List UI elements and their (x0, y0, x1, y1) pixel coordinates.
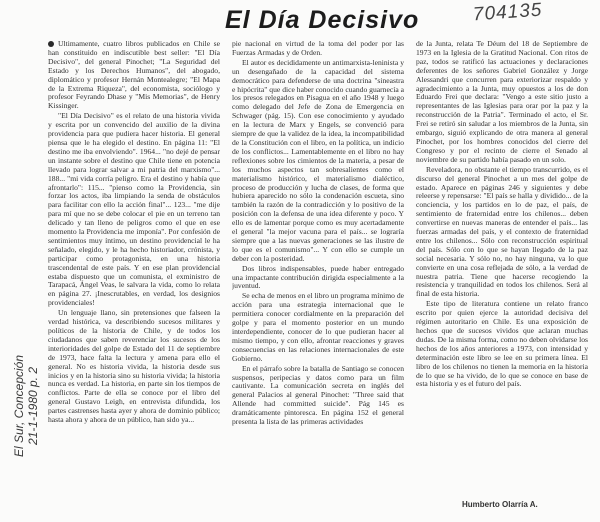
handwritten-reference-number: 704135 (472, 0, 544, 26)
article-title: El Día Decisivo (225, 6, 420, 34)
article-paragraph: En el párrafo sobre la batalla de Santiago se conocen suspensos, peripecias y datos como para un film cautivante. La comunicación secreta en inglés del general Palacios al general Pinochet: "Three said that Allende had committed suicide". Pág 145 es dramáticamente pintoresca. En página 152 el general presenta la lista de las primeras actividades (232, 363, 404, 427)
article-paragraph (48, 40, 220, 111)
source-note-line: El Sur, Concepción (12, 354, 26, 458)
article-paragraph: El autor es decididamente un antimarxista-leninista y un desengañado de la capacidad del sistema democrático para defenderse de una doctrina "sineastra e hipócrita" que dice haber conocido cuando guarnecía a los presos relegados en Pisagua en el año 1948 y luego como delegado del Jefe de Zona de Emergencia en Schwager (pág. 15). Con ese conocimiento y ayudado en la lectura de Marx y Engels, se convenció para siempre de que la validez de la idea, la incompatibilidad de la Constitución con el libro, en la política, un indicio de los conflictos... Lamentablemente en el libro no hay reflexiones sobre los cimientos de la materia, a pesar de los muchos aspectos tan sobresalientes como el materialismo histórico, el materialismo dialéctico, proceso de producción y lucha de clases, de forma que hubiera aparecido no sólo la condenación escueta, sino también la razón de la contradicción y lo positivo de la posición con la defensa de una idea diferente y poco. Y ello es de lamentar porque como es muy acertadamente el general "la mejor vacuna para el país... se lograría siempre que a las nuevas generaciones se las ilustre de lo que es el comunismo"... Y con ello se cumple un deber con la posteridad. (232, 57, 404, 263)
article-column-1 (48, 40, 220, 508)
article-column-2 (232, 40, 404, 508)
article-paragraph: Reveladora, no obstante el tiempo transcurrido, es el discurso del general Pinochet a un mes del golpe de estado. Aparece en páginas 246 y siguientes y debe releerse y repensarse: "El país se halla y dividido... de la conciencia, y los partidos en lo de paz, el país, de sentimiento de fraternidad entre los chilenos... deben convertirse en nuevas maneras de entender el país... las fuerzas armadas del país, y el contexto de fraternidad entre los chilenos... Sólo con reconstrucción espiritual del país. Sólo con lo que se hayan llegado de la paz social necesaria. Y sólo no, no hay ninguna, va lo que convierte en una cosa reflejada de sólo, a la verdad de nuestra patria. Tiene que hacerse recogiendo la resistencia y tranquilidad en todos los chilenos. Será al final de esta historia. (416, 164, 588, 299)
article-paragraph: Este tipo de literatura contiene un relato franco escrito por quien ejerce la autoridad decisiva del régimen autoritario en Chile. Es una exposición de hechos que de sucesos vividos que aclaran muchas dudas. De la misma forma, como no deben olvidarse los hechos de los años anteriores a 1973, con intensidad y determinación este libro se lee en su primera línea. El libro de los chilenos no tienen la memoria en la historia de lo que se ha vivido, de lo que se conoce en base de esta historia y es el futuro del país. (416, 299, 588, 389)
article-paragraph: Se echa de menos en el libro un programa mínimo de acción para una estrategia internacional que le permitiera conocer cordialmente en la preparación del golpe y para el momento posterior en un mundo interdependiente, conocer de lo que pudieran hacer al mismo tiempo, y con ello, afrontar reacciones y graves consecuencias en las relaciones internacionales de este Gobierno. (232, 291, 404, 363)
article-paragraph: pie nacional en virtud de la toma del poder por las Fuerzas Armadas y de Orden. (232, 40, 404, 57)
source-note-line: 21-1-1980 p. 2 (26, 366, 40, 446)
article-paragraph: Dos libros indispensables, puede haber entregado una impactante contribución dirigida especialmente a la juventud. (232, 263, 404, 291)
article-column-3 (416, 40, 588, 508)
bullet-icon (48, 41, 54, 47)
article-paragraph: de la Junta, relata Te Déum del 18 de Septiembre de 1973 en la Iglesia de la Gratitud Nacional. Con ritos de paz, todos se ratificó las actuaciones y declaraciones deferentes de los señores Gabriel González y Jorge Alessandri que concurren para exteriorizar respaldo y agradecimiento a la Junta, muy opuestos a los de don Eduardo Frei que declara: "Vengo a este sitio justo a representantes de las Iglesias para orar por la paz y la reconstrucción de la Patria". Terminado el acto, el Sr. Frei se retiró sin saludar a los miembros de la Junta, sin embargo, siguió explicando de otra manera al general Pinochet, por los hombres conocidos del cierre del Congreso y por el recinto de cierre el Senado al noviembre de su partido había pasado en un solo. (416, 40, 588, 164)
paragraph-text: Ultimamente, cuatro libros publicados en Chile se han constituido en indiscutible best seller: "El Día Decisivo", del general Pinochet; "La Seguridad del Estado y los Derechos Humanos", del abogado, diplomático y profesor Hernán Montealegre; "El Mapa de la Extrema Riqueza", del economista, sociólogo y profesor Feyrando Dhase y "Mis Memorias", de Henry Kissinger. (48, 40, 220, 111)
article-body (48, 40, 588, 508)
article-paragraph: "El Día Decisivo" es el relato de una historia vivida y escrita por un convencido del auxilio de la divina providencia para que pudiera hacer historia. El general piensa que le ha elegido el destino. En página 11: "El destino me iba envolviendo". 1964... "no dejé de pensar un instante sobre el destino que Chile tiene en potencia llevado para lograr salvar a mi patria del marxismo"... 188... "mi vida corría peligro. Era el destino y había que afrontarlo": 115... "pienso como la Providencia, sin forzar los actos, iba limpiando la senda de obstáculos para facilitar con ello la acción final"... 123... "me dije para mí que no se debe colocar el pie en un terreno tan delicado y tan lleno de peligros como el que en ese momento la Providencia me imponía". Por confesión de sentimientos muy íntimo, un destino providencial le ha señalado, elegido, y le ha hecho historiador, crónista, y participar como protagonista, en una historia trascendental de este país. Y en ese plan providencial estaba dispuesto que un comunista, el exministro de Tarapacá, Ángel Veas, le salvara la vida, como lo relata en página 27. ¡Inescrutables, en verdad, los designios providenciales! (48, 111, 220, 308)
article-paragraph: Un lenguaje llano, sin pretensiones que falseen la verdad histórica, va describiendo sucesos militares y políticos de la historia de Chile, y de todos los ciudadanos que saben reverenciar los sucesos de los interioridades del golpe de Estado del 11 de septiembre de 1973, hace falta la lectura y amena para ello el general. No es historia vivida, la historia desde sus inicios y en la historia sino su historia vivida; la historia nunca es verdad. La historia, en parte sin los tiempos de conflictos. Parte de ella se conoce por el libro del general Gustavo Leigh, en entrevista difundida, los partes castrenses hasta ayer y ahora de dominio público; hasta ahora y ahora de un público, han sido ya... (48, 308, 220, 425)
handwritten-source-note (12, 346, 40, 466)
author-signature: Humberto Olarría A. (462, 500, 538, 509)
